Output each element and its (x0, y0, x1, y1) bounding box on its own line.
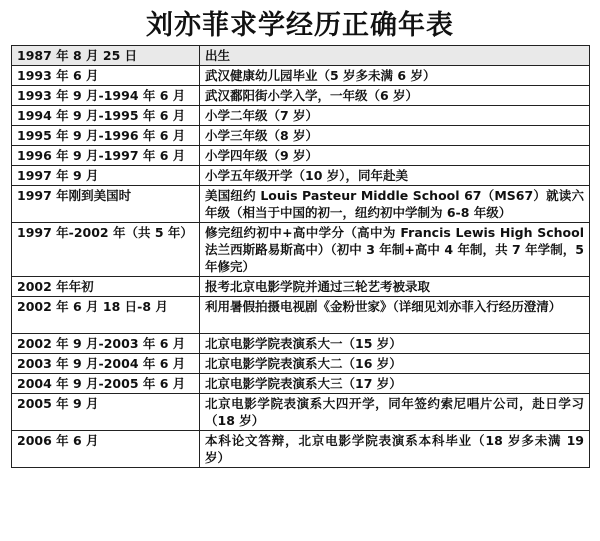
table-row (12, 166, 590, 186)
date-cell: 1987 年 8 月 25 日 (12, 46, 200, 66)
event-cell: 北京电影学院表演系大一（15 岁） (200, 334, 590, 354)
date-cell: 1997 年 9 月 (12, 166, 200, 186)
table-row (12, 394, 590, 431)
page-title: 刘亦菲求学经历正确年表 (146, 9, 454, 41)
event-cell: 小学三年级（8 岁） (200, 126, 590, 146)
event-cell: 小学五年级开学（10 岁），同年赴美 (200, 166, 590, 186)
date-cell: 1997 年-2002 年（共 5 年） (12, 223, 200, 277)
table-row (12, 223, 590, 277)
event-cell: 北京电影学院表演系大二（16 岁） (200, 354, 590, 374)
date-cell: 2003 年 9 月-2004 年 6 月 (12, 354, 200, 374)
date-cell: 1993 年 9 月-1994 年 6 月 (12, 86, 200, 106)
table-row (12, 186, 590, 223)
event-cell: 小学四年级（9 岁） (200, 146, 590, 166)
event-cell: 利用暑假拍摄电视剧《金粉世家》（详细见刘亦菲入行经历澄清） (200, 297, 590, 334)
date-cell: 2006 年 6 月 (12, 431, 200, 468)
table-row (12, 146, 590, 166)
date-cell: 2002 年 6 月 18 日-8 月 (12, 297, 200, 334)
event-cell: 美国纽约 Louis Pasteur Middle School 67（MS67）就读六年级（相当于中国的初一，纽约初中学制为 6-8 年级） (200, 186, 590, 223)
date-cell: 1993 年 6 月 (12, 66, 200, 86)
table-row (12, 46, 590, 66)
table-row (12, 354, 590, 374)
event-cell: 北京电影学院表演系大三（17 岁） (200, 374, 590, 394)
event-cell: 出生 (200, 46, 590, 66)
event-cell: 报考北京电影学院并通过三轮艺考被录取 (200, 277, 590, 297)
date-cell: 2004 年 9 月-2005 年 6 月 (12, 374, 200, 394)
table-row (12, 126, 590, 146)
table-row (12, 277, 590, 297)
table-row (12, 66, 590, 86)
date-cell: 1994 年 9 月-1995 年 6 月 (12, 106, 200, 126)
date-cell: 2002 年 9 月-2003 年 6 月 (12, 334, 200, 354)
table-row (12, 86, 590, 106)
table-row (12, 374, 590, 394)
table-row (12, 297, 590, 334)
date-cell: 1995 年 9 月-1996 年 6 月 (12, 126, 200, 146)
table-row (12, 431, 590, 468)
timeline-table (11, 45, 590, 468)
date-cell: 1996 年 9 月-1997 年 6 月 (12, 146, 200, 166)
event-cell: 武汉健康幼儿园毕业（5 岁多未满 6 岁） (200, 66, 590, 86)
table-row (12, 106, 590, 126)
date-cell: 1997 年刚到美国时 (12, 186, 200, 223)
table-row (12, 334, 590, 354)
event-cell: 修完纽约初中+高中学分（高中为 Francis Lewis High School 法兰西斯路易斯高中）（初中 3 年制+高中 4 年制，共 7 年学制，5 年修完） (200, 223, 590, 277)
event-cell: 北京电影学院表演系大四开学，同年签约索尼唱片公司，赴日学习（18 岁） (200, 394, 590, 431)
event-cell: 小学二年级（7 岁） (200, 106, 590, 126)
date-cell: 2005 年 9 月 (12, 394, 200, 431)
event-cell: 武汉鄱阳街小学入学，一年级（6 岁） (200, 86, 590, 106)
event-cell: 本科论文答辩，北京电影学院表演系本科毕业（18 岁多未满 19 岁） (200, 431, 590, 468)
date-cell: 2002 年年初 (12, 277, 200, 297)
